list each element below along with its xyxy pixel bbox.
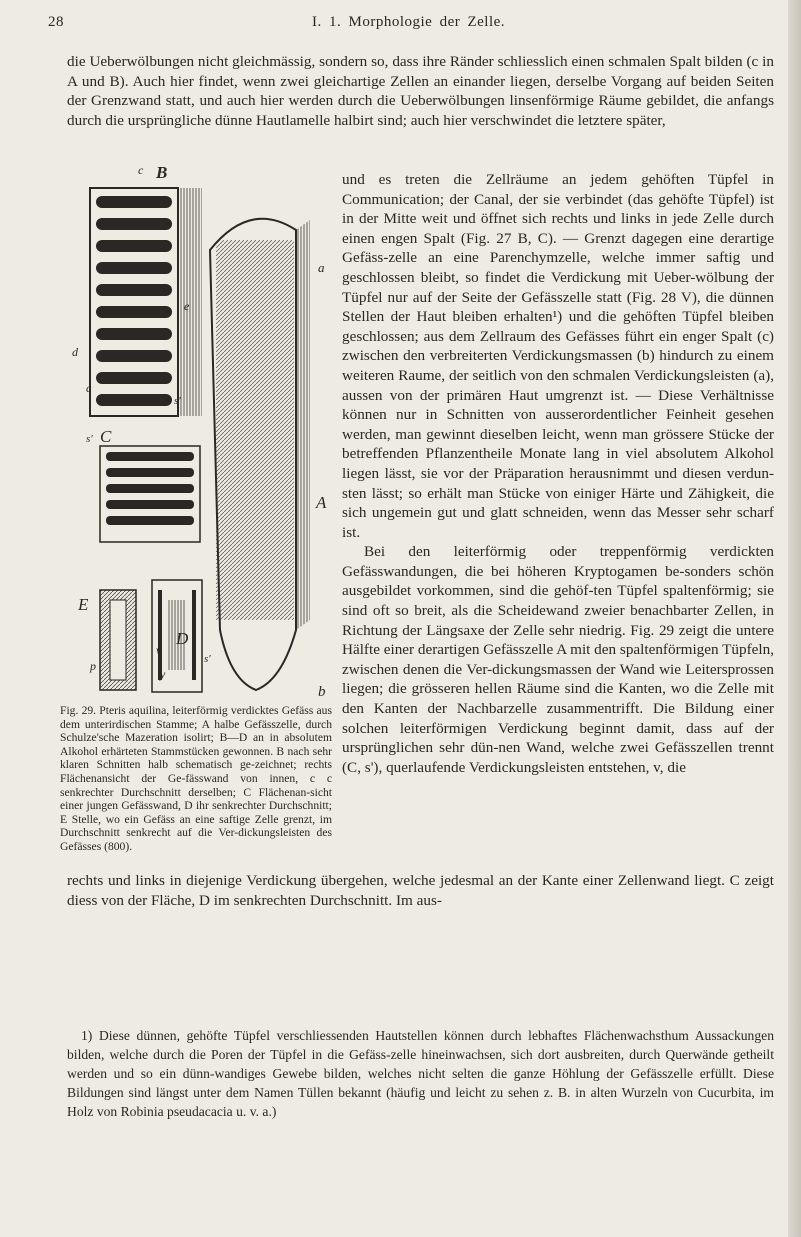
- paragraph-top: die Ueberwölbungen nicht gleichmässig, sondern so, dass ihre Ränder schliesslich einen schmalen Spalt bilden (c in A und B). Auch hier findet, wenn zwei gleichartige Zellen an einander liegen, derselbe Vorgang auf beiden Seiten der Grenzwand statt, und auch hier werden durch die Ueberwölbungen linsenförmige Räume gebildet, die anfangs durch die ursprüngliche dünne Hautlamelle halbirt sind; auch hier verschwindet die letztere später,: [67, 53, 774, 129]
- label-v: v: [156, 643, 162, 657]
- label-a: a: [318, 260, 325, 275]
- label-b-small: b: [318, 684, 326, 700]
- panel-e-drawing: [100, 590, 136, 690]
- figure-caption: Fig. 29. Pteris aquilina, leiterförmig verdicktes Gefäss aus dem unterirdischen Stamme; A halbe Gefässzelle, durch Schulze'sche Mazeration isolirt; B—D an in absolutem Alkohol erhärteten Stammstücken gewonnen. B nach sehr klaren Schnitten halb schematisch ge-zeichnet; rechts Flächenansicht der Ge-fässwand von innen, c c senkrechter Durchschnitt derselben; C Flächenan-sicht einer jungen Gefässwand, D ihr senkrechter Durchschnitt; E Stelle, wo ein Gefäss an eine saftige Zelle grenzt, im Durchschnitt senkrecht auf die Ver-dickungsleisten des Gefässes (800).: [60, 704, 332, 853]
- running-title: I. 1. Morphologie der Zelle.: [312, 14, 506, 30]
- label-s-mid: s': [174, 395, 181, 407]
- footnote: 1) Diese dünnen, gehöfte Tüpfel verschliessenden Hautstellen können durch lebhaftes Flächenwachsthum Aussackungen bilden, welche durch die Poren der Tüpfel in die Gefäss-zelle hineinwachsen, sich dort ausbreiten, durch Querwände getheilt werden und so ein dünn-wandiges Gewebe bilden, welches nicht selten die ganze Höhlung der Gefässzelle erfüllt. Diese Bildungen sind längst unter dem Namen Tüllen bekannt (häufig und leicht zu sehen z. B. in alten Wurzeln von Cucurbita, im Holz von Robinia pseudacacia u. v. a.): [67, 1028, 774, 1119]
- paragraph-right-2: Bei den leiterförmig oder treppenförmig verdickten Gefässwandungen, die bei höheren Kryptogamen be-sonders schön ausgebildet vorkommen, sind die gehöf-ten Tüpfel spaltenförmig; sie sind oft so breit, als die Scheidewand zweier benachbarter Zellen, in Richtung der Längsaxe der Zelle sehr niedrig. Fig. 29 zeigt die untere Hälfte einer derartigen Gefässzelle A mit den spaltenförmigen Tüpfeln, zwischen denen die Ver-dickungsmassen der Wand wie Leitersprossen liegen; die grösseren hellen Räume sind die Kanten, wo die Zelle mit den Kanten der Nachbarzelle zusammentrifft. Die Bildung einer solchen leiterförmigen Verdickung beginnt damit, dass auf der ursprünglichen sehr dün-nen Wand, welche zwei Gefässzellen trennt (C, s'), querlaufende Verdickungsleisten entstehen, v, die: [342, 543, 774, 776]
- label-e-small: e: [184, 299, 190, 313]
- page-header: [48, 14, 768, 36]
- paragraph-bottom: rechts und links in diejenige Verdickung übergehen, welche jedesmal an der Kante einer Zellenwand liegt. C zeigt diess von der Fläche, D im senkrechten Durchschnitt. Im aus-: [67, 872, 774, 909]
- right-column: [342, 170, 774, 777]
- figure-29-illustration: [60, 160, 332, 700]
- label-d-small: d: [72, 345, 78, 359]
- panel-c-drawing: [100, 446, 200, 542]
- label-y: y: [160, 667, 166, 681]
- label-s-d: s': [204, 653, 211, 665]
- label-a-panel: A: [316, 493, 327, 512]
- figure-29: [60, 160, 332, 700]
- page-number: 28: [48, 14, 64, 30]
- label-b: B: [156, 163, 168, 182]
- label-c-mid: c: [86, 381, 92, 395]
- page-edge: [788, 0, 801, 1237]
- label-p: p: [90, 659, 96, 673]
- panel-a-drawing: [210, 219, 310, 690]
- label-s-c: s': [86, 433, 93, 445]
- label-e-panel: E: [78, 595, 89, 614]
- label-d-panel: D: [176, 629, 189, 648]
- label-c-top: c: [138, 163, 144, 177]
- paragraph-right-1: und es treten die Zellräume an jedem gehöften Tüpfel in Communication; der Canal, der sie verbindet (das gehöfte Tüpfel) ist in der Mitte weit und öffnet sich rechts und links in jede Zelle durch einen engen Spalt (Fig. 27 B, C). — Grenzt dagegen eine derartige Gefäss-zelle an eine Parenchymzelle, welche immer saftig und geschlossen bleibt, so findet die Verdickung mit Ueber-wölbung der Tüpfel nur auf der Seite der Gefässzelle statt (Fig. 28 V), die dünnen Stellen der Haut bleiben erhalten¹) und die gehöften Tüpfel bleiben geschlossen; aus dem Zellraum des Gefässes führt ein enger Spalt (c) zwischen den verbreiterten Verdickungsmassen (b) hindurch zu einem weiteren Raume, der seitlich von den schmalen Verdickungsleisten (a), aussen von der primären Haut umgrenzt ist. — Diese Verhältnisse können nur in Schnitten von ausserordentlicher Feinheit gesehen werden, man gewinnt dieselben leicht, wenn man grössere Stücke der betreffenden Pflanzentheile Monate lang in viel absolutem Alkohol liegen lässt, sie vor der Präparation herausnimmt und diesen verdun-sten lässt; so erhält man Stücke von einiger Härte und Zähigkeit, die sich ungemein gut und glatt schneiden, wenn das Messer sehr scharf ist.: [342, 171, 774, 541]
- label-c-panel: C: [100, 427, 112, 446]
